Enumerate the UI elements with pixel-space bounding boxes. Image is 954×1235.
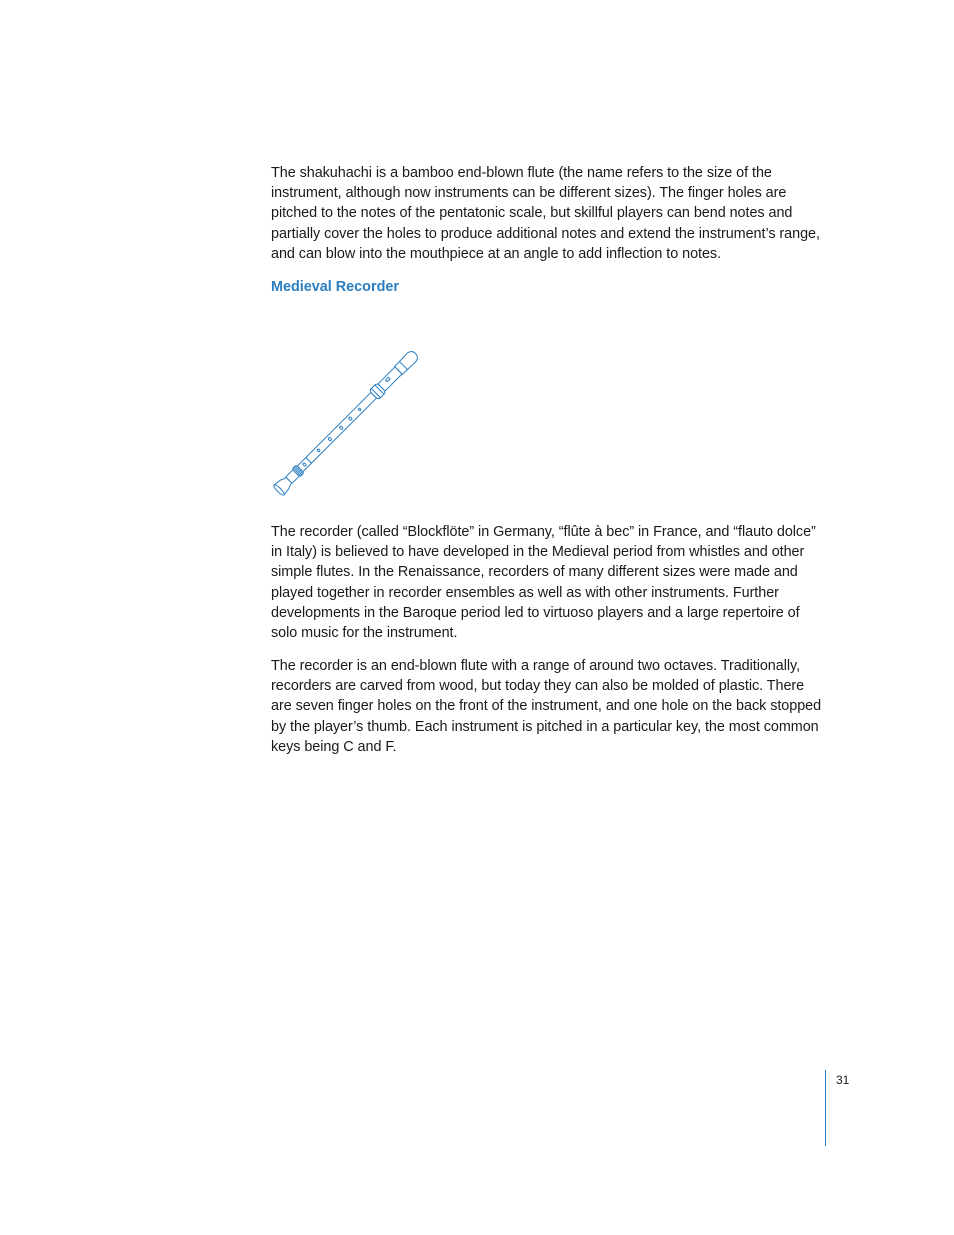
body-paragraph-recorder-history: The recorder (called “Blockflöte” in Germany, “flûte à bec” in France, and “flauto dolce” in Italy) is believed to have developed in the Medieval period from whistles and other simple flutes. In the Renaissance, recorders of many different sizes were made and played together in recorder ensembles as well as with other instruments. Further developments in the Baroque period led to virtuoso players and a large repertoire of solo music for the instrument.: [271, 524, 816, 642]
body-paragraph-shakuhachi: The shakuhachi is a bamboo end-blown flute (the name refers to the size of the instrument, although now instruments can be different sizes). The finger holes are pitched to the notes of the pentatonic scale, but skillful players can bend notes and partially cover the holes to produce additional notes and extend the instrument’s range, and can blow into the mouthpiece at an angle to add inflection to notes.: [271, 165, 820, 262]
section-heading: Medieval Recorder: [271, 279, 399, 295]
page-number-rule: [825, 1070, 826, 1146]
body-paragraph-recorder-description: The recorder is an end-blown flute with a range of around two octaves. Traditionally, recorders are carved from wood, but today they can also be molded of plastic. There are seven finger holes on the front of the instrument, and one hole on the back stopped by the player’s thumb. Each instrument is pitched in a particular key, the most common keys being C and F.: [271, 658, 822, 755]
page-number: 31: [836, 1073, 850, 1087]
recorder-icon: [268, 306, 468, 506]
recorder-illustration: [268, 306, 468, 506]
